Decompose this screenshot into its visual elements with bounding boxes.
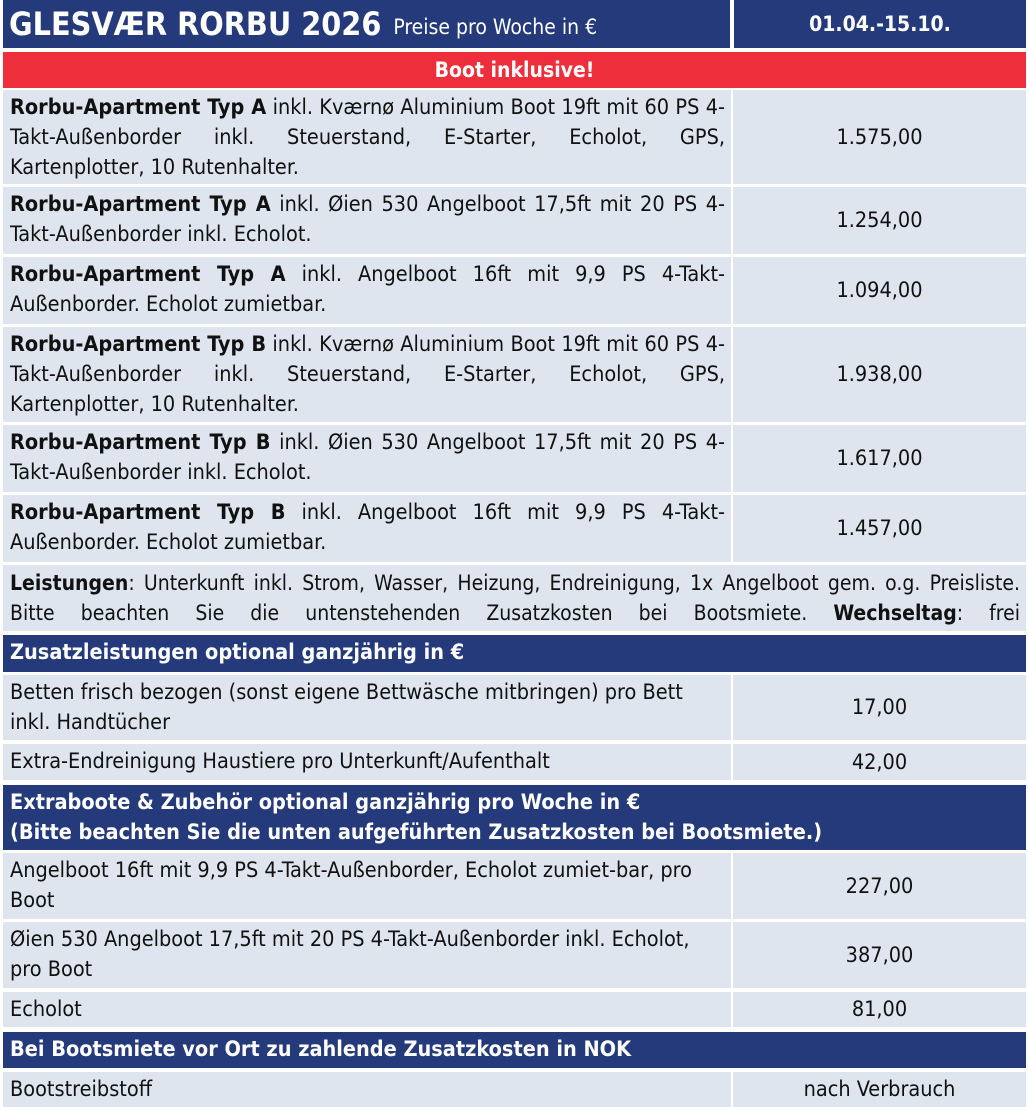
- row-description: Extra-Endreinigung Haustiere pro Unterkunft/Aufenthalt: [3, 744, 731, 780]
- services-note: Leistungen: Unterkunft inkl. Strom, Wasser, Heizung, Endreinigung, 1x Angelboot gem. o.g. Preisliste. Bitte beachten Sie die untenstehenden Zusatzkosten bei Bootsmiete. Wechseltag: frei: [3, 565, 1026, 631]
- table-row: [0, 90, 1028, 184]
- row-price: 1.254,00: [733, 187, 1026, 254]
- table-row: [0, 1072, 1028, 1107]
- boats-heading: Extraboote & Zubehör optional ganzjährig pro Woche in € (Bitte beachten Sie die unten aufgeführten Zusatzkosten bei Bootsmiete.): [3, 785, 1026, 850]
- table-row: [0, 495, 1028, 562]
- table-row: [0, 187, 1028, 254]
- header-row: [0, 0, 1028, 48]
- row-price: 17,00: [733, 675, 1026, 740]
- row-description: Rorbu-Apartment Typ A inkl. Øien 530 Angelboot 17,5ft mit 20 PS 4-Takt-Außenborder inkl. Echolot.: [3, 187, 731, 254]
- row-price: 1.575,00: [733, 90, 1026, 184]
- season-period: 01.04.-15.10.: [734, 0, 1026, 48]
- table-row: [0, 992, 1028, 1027]
- row-description: Rorbu-Apartment Typ A inkl. Angelboot 16ft mit 9,9 PS 4-Takt-Außenborder. Echolot zumietbar.: [3, 257, 731, 324]
- row-price: nach Verbrauch: [733, 1072, 1026, 1107]
- extras-heading: Zusatzleistungen optional ganzjährig in €: [3, 635, 1026, 672]
- row-description: Echolot: [3, 992, 731, 1027]
- section-header-row: [0, 785, 1028, 850]
- row-price: 227,00: [733, 853, 1026, 919]
- header-title-cell: [3, 0, 730, 48]
- row-description: Angelboot 16ft mit 9,9 PS 4-Takt-Außenborder, Echolot zumiet-bar, pro Boot: [3, 853, 731, 919]
- table-row: [0, 853, 1028, 919]
- page-title: GLESVÆR RORBU 2026: [9, 5, 382, 43]
- row-description: Betten frisch bezogen (sonst eigene Bettwäsche mitbringen) pro Bett inkl. Handtücher: [3, 675, 731, 740]
- table-row: [0, 425, 1028, 492]
- row-price: 81,00: [733, 992, 1026, 1027]
- table-row: [0, 675, 1028, 740]
- services-row: [0, 565, 1028, 631]
- row-description: Rorbu-Apartment Typ B inkl. Angelboot 16ft mit 9,9 PS 4-Takt-Außenborder. Echolot zumietbar.: [3, 495, 731, 562]
- row-price: 1.938,00: [733, 327, 1026, 422]
- row-price: 42,00: [733, 744, 1026, 780]
- row-description: Rorbu-Apartment Typ A inkl. Kværnø Aluminium Boot 19ft mit 60 PS 4-Takt-Außenborder inkl. Steuerstand, E-Starter, Echolot, GPS, Kartenplotter, 10 Rutenhalter.: [3, 90, 731, 184]
- row-price: 1.617,00: [733, 425, 1026, 492]
- section-header-row: [0, 635, 1028, 672]
- row-price: 387,00: [733, 922, 1026, 988]
- row-price: 1.457,00: [733, 495, 1026, 562]
- table-row: [0, 744, 1028, 780]
- section-header-row: [0, 1032, 1028, 1068]
- boat-included-banner: Boot inklusive!: [3, 52, 1026, 88]
- table-row: [0, 922, 1028, 988]
- local-costs-heading: Bei Bootsmiete vor Ort zu zahlende Zusatzkosten in NOK: [3, 1032, 1026, 1068]
- row-description: Øien 530 Angelboot 17,5ft mit 20 PS 4-Takt-Außenborder inkl. Echolot, pro Boot: [3, 922, 731, 988]
- table-row: [0, 257, 1028, 324]
- banner-row: [0, 52, 1028, 88]
- row-description: Rorbu-Apartment Typ B inkl. Øien 530 Angelboot 17,5ft mit 20 PS 4-Takt-Außenborder inkl. Echolot.: [3, 425, 731, 492]
- row-description: Rorbu-Apartment Typ B inkl. Kværnø Aluminium Boot 19ft mit 60 PS 4-Takt-Außenborder inkl. Steuerstand, E-Starter, Echolot, GPS, Kartenplotter, 10 Rutenhalter.: [3, 327, 731, 422]
- page-subtitle: Preise pro Woche in €: [393, 15, 598, 39]
- table-row: [0, 327, 1028, 422]
- row-price: 1.094,00: [733, 257, 1026, 324]
- row-description: Bootstreibstoff: [3, 1072, 731, 1107]
